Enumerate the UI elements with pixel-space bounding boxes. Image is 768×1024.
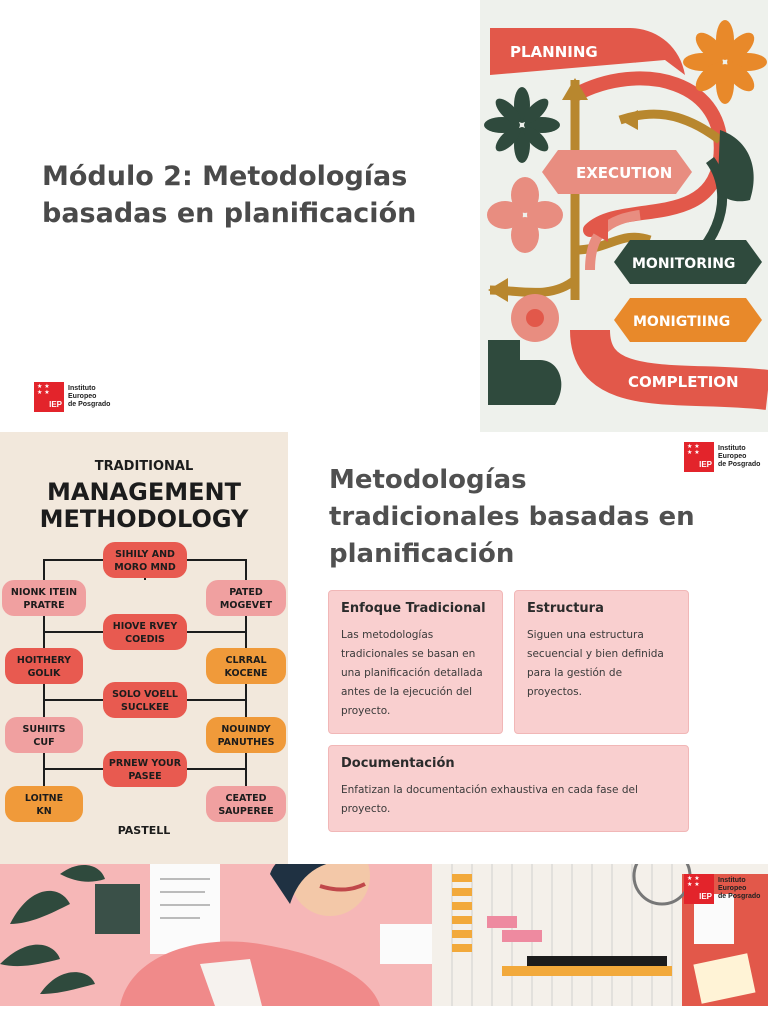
slide-2[interactable] [0, 432, 768, 864]
poster-node-label: SUHIITS [22, 724, 66, 735]
iep-logo-text: Instituto Europeo de Posgrado [718, 877, 761, 900]
poster-node [103, 751, 187, 787]
poster-node [2, 580, 86, 616]
poster-node-label: PRNEW YOUR [108, 758, 182, 769]
poster-node [5, 648, 83, 684]
iep-logo [34, 382, 110, 412]
poster-node [206, 717, 286, 753]
poster-title-small: TRADITIONAL [94, 459, 194, 474]
poster-node-label: CLRRAL [225, 655, 267, 666]
label-completion: COMPLETION [628, 373, 739, 391]
card-body: Las metodologías tradicionales se basan en una planificación detallada antes de la ejecución del proyecto. [341, 629, 483, 717]
poster-node-label: SAUPEREE [218, 806, 274, 817]
poster-title-line1: MANAGEMENT [47, 478, 241, 506]
slide-1-title: Módulo 2: Metodologías basadas en planificación [42, 161, 417, 229]
label-planning: PLANNING [510, 43, 598, 61]
poster-node-label: PRATRE [23, 600, 65, 611]
project-phases-illustration [480, 0, 768, 432]
poster-node-label: KOCENE [224, 668, 268, 679]
woman-at-desk-illustration [0, 864, 432, 1006]
iep-logo-badge: ★ ★ ★ ★ IEP [684, 874, 714, 904]
poster-node-label: LOITNE [24, 793, 64, 804]
label-execution: EXECUTION [576, 164, 673, 182]
poster-node [5, 786, 83, 822]
poster-node-label: CUF [33, 737, 55, 748]
card-heading: Documentación [341, 756, 455, 771]
slide-1[interactable] [0, 0, 768, 432]
card-body: Enfatizan la documentación exhaustiva en cada fase del proyecto. [341, 784, 638, 815]
label-monigtiing: MONIGTIING [633, 314, 731, 330]
traditional-methodology-poster [0, 432, 288, 864]
poster-node-label: MOGEVET [219, 600, 273, 611]
poster-node [103, 614, 187, 650]
iep-logo-badge: ★ ★ ★ ★ IEP [684, 442, 714, 472]
poster-node [206, 648, 286, 684]
card-enfoque-tradicional [328, 590, 503, 734]
iep-logo [684, 442, 760, 472]
poster-node-label: GOLIK [27, 668, 61, 679]
iep-logo-badge: ★ ★ ★ ★ IEP [34, 382, 64, 412]
poster-title-line2: METHODOLOGY [39, 505, 249, 533]
card-documentacion [328, 745, 689, 832]
poster-node-label: HOITHERY [16, 655, 72, 666]
poster-node-label: MORO MND [114, 562, 176, 573]
poster-node-label: SUCLKEE [121, 702, 169, 713]
poster-node-label: NOUINDY [221, 724, 271, 735]
card-body: Siguen una estructura secuencial y bien definida para la gestión de proyectos. [527, 629, 664, 698]
poster-node [5, 717, 83, 753]
poster-node [206, 786, 286, 822]
poster-node [103, 542, 187, 578]
poster-node-label: SOLO VOELL [112, 689, 178, 700]
gantt-chart-illustration [432, 864, 768, 1006]
card-estructura [514, 590, 689, 734]
poster-footer: PASTELL [117, 824, 171, 837]
poster-node-label: COEDIS [125, 634, 165, 645]
iep-logo-text: Instituto Europeo de Posgrado [718, 445, 761, 468]
poster-node-label: PATED [229, 587, 263, 598]
poster-node-label: HIOVE RVEY [112, 621, 178, 632]
poster-node-label: KN [36, 806, 52, 817]
iep-logo [684, 874, 760, 904]
slide-2-title: Metodologías tradicionales basadas en planificación [329, 465, 695, 569]
slide-3[interactable] [0, 864, 768, 1006]
poster-node-label: NIONK ITEIN [10, 587, 78, 598]
poster-node-label: CEATED [225, 793, 267, 804]
card-heading: Estructura [527, 601, 604, 616]
label-monitoring: MONITORING [632, 256, 736, 272]
poster-node [206, 580, 286, 616]
iep-logo-text: Instituto Europeo de Posgrado [68, 385, 111, 408]
poster-node-label: SIHILY AND [115, 549, 175, 560]
poster-node-label: PANUTHES [217, 737, 275, 748]
card-heading: Enfoque Tradicional [341, 601, 486, 616]
poster-node-label: PASEE [128, 771, 162, 782]
poster-node [103, 682, 187, 718]
